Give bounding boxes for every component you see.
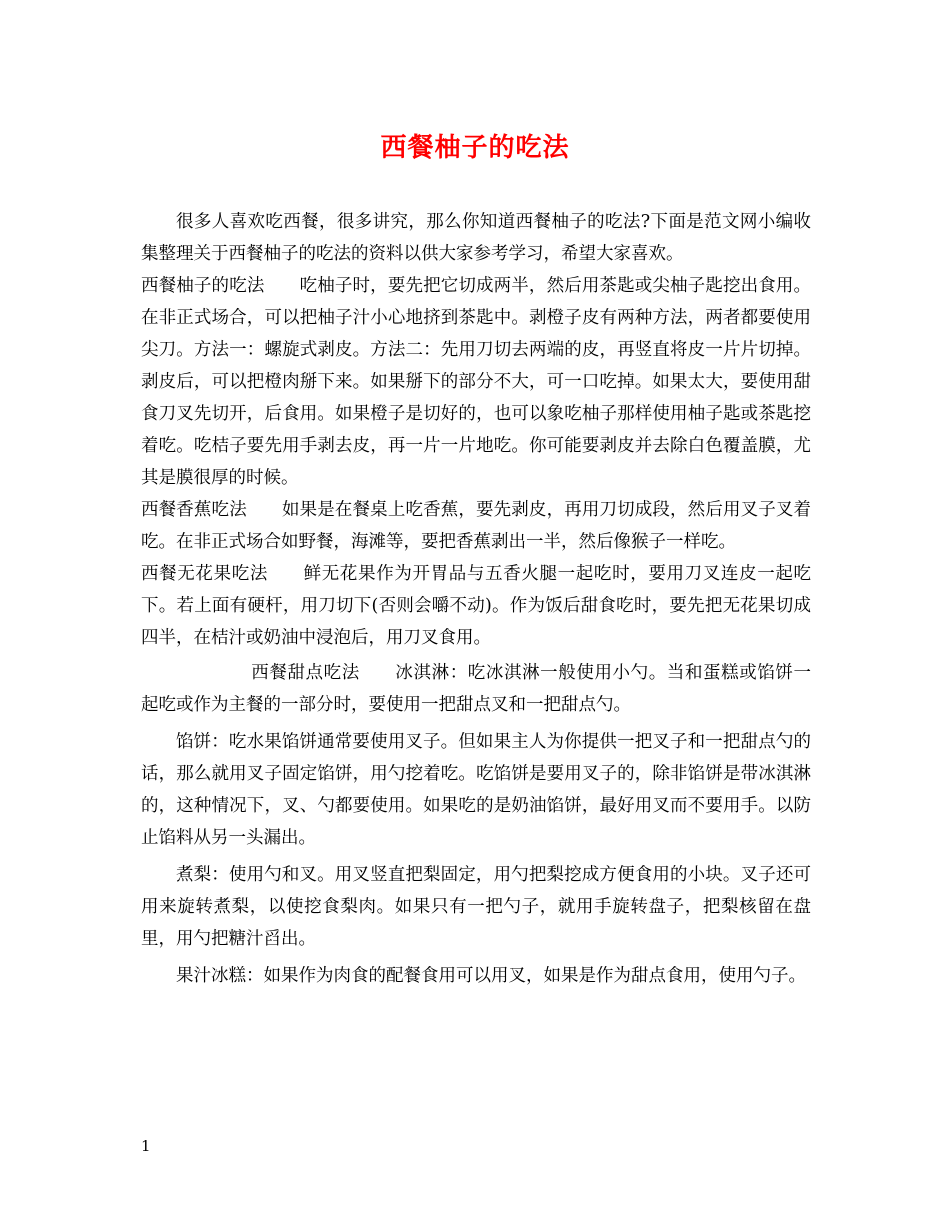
- section-banana: [141, 494, 811, 558]
- section-dessert: [141, 657, 811, 721]
- section-heading: 西餐柚子的吃法: [141, 276, 265, 296]
- document-body: [141, 206, 811, 992]
- page-title: 西餐柚子的吃法: [380, 133, 570, 163]
- paragraph-pear: 煮梨：使用勺和叉。用叉竖直把梨固定，用勺把梨挖成方便食用的小块。叉子还可用来旋转煮梨，以使挖食梨肉。如果只有一把勺子，就用手旋转盘子，把梨核留在盘里，用勺把糖汁舀出。: [141, 865, 811, 949]
- intro-paragraph: 很多人喜欢吃西餐，很多讲究，那么你知道西餐柚子的吃法?下面是范文网小编收集整理关于西餐柚子的吃法的资料以供大家参考学习，希望大家喜欢。: [141, 212, 811, 264]
- section-heading: 西餐无花果吃法: [141, 564, 268, 584]
- section-text: 吃柚子时，要先把它切成两半，然后用茶匙或尖柚子匙挖出食用。在非正式场合，可以把柚子汁小心地挤到茶匙中。剥橙子皮有两种方法，两者都要使用尖刀。方法一：螺旋式剥皮。方法二：先用刀切去两端的皮，再竖直将皮一片片切掉。剥皮后，可以把橙肉掰下来。如果掰下的部分不大，可一口吃掉。如果太大，要使用甜食刀叉先切开，后食用。如果橙子是切好的，也可以象吃柚子那样使用柚子匙或茶匙挖着吃。吃桔子要先用手剥去皮，再一片一片地吃。你可能要剥皮并去除白色覆盖膜，尤其是膜很厚的时候。: [141, 276, 812, 488]
- section-heading: 西餐甜点吃法: [251, 663, 360, 683]
- section-fig: [141, 558, 811, 654]
- section-text: 鲜无花果作为开胃品与五香火腿一起吃时，要用刀叉连皮一起吃下。若上面有硬杆，用刀切下(否则会嚼不动)。作为饭后甜食吃时，要先把无花果切成四半，在桔汁或奶油中浸泡后，用刀叉食用。: [141, 564, 811, 648]
- paragraph-sherbet: 果汁冰糕：如果作为肉食的配餐食用可以用叉，如果是作为甜点食用，使用勺子。: [176, 966, 806, 986]
- section-grapefruit: [141, 270, 811, 494]
- section-heading: 西餐香蕉吃法: [141, 500, 247, 520]
- page-number: 1: [141, 1137, 151, 1155]
- section-text: 如果是在餐桌上吃香蕉，要先剥皮，再用刀切成段，然后用叉子叉着吃。在非正式场合如野餐，海滩等，要把香蕉剥出一半，然后像猴子一样吃。: [141, 500, 812, 552]
- paragraph-pie: 馅饼：吃水果馅饼通常要使用叉子。但如果主人为你提供一把叉子和一把甜点勺的话，那么就用叉子固定馅饼，用勺挖着吃。吃馅饼是要用叉子的，除非馅饼是带冰淇淋的，这种情况下，叉、勺都要使用。如果吃的是奶油馅饼，最好用叉而不要用手。以防止馅料从另一头漏出。: [141, 732, 811, 848]
- section-text: 冰淇淋：吃冰淇淋一般使用小勺。当和蛋糕或馅饼一起吃或作为主餐的一部分时，要使用一把甜点叉和一把甜点勺。: [141, 663, 812, 715]
